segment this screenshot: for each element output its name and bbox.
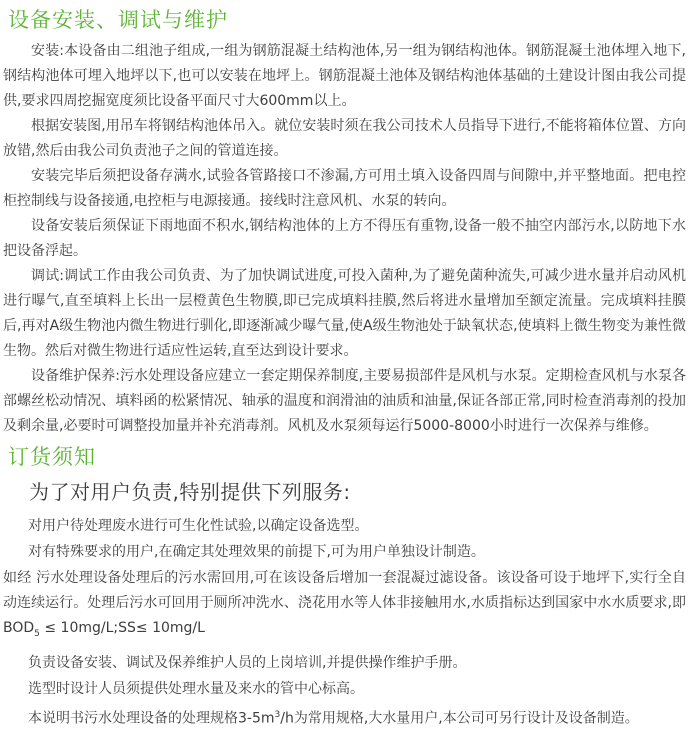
- water-reuse-text: 如经 污水处理设备处理后的污水需回用,可在该设备后增加一套混凝过滤设备。该设备可设于地坪下,实行全自动连续运行。处理后污水可回用于厕所冲洗水、浇花用水等人体非接触用水,水质指标达到国家中水水质要求,即BOD: [3, 570, 686, 636]
- paragraph-post-install-cautions: 设备安装后须保证下雨地面不积水,钢结构池体的上方不得压有重物,设备一般不抽空内部污水,以防地下水把设备浮起。: [3, 218, 686, 259]
- service-item-spec: [28, 703, 686, 732]
- section-title-installation: 设备安装、调试与维护: [8, 8, 228, 32]
- service-item-custom-design: 对有特殊要求的用户,在确定其处理效果的前提下,可为用户单独设计制造。: [28, 544, 485, 560]
- service-item-training: 负责设备安装、调试及保养维护人员的上岗培训,并提供操作维护手册。: [28, 654, 467, 671]
- cubic-meter-superscript: 3: [274, 709, 281, 720]
- paragraph-installation-overview: 安装:本设备由二组池子组成,一组为钢筋混凝土结构池体,另一组为钢结构池体。钢筋混凝土池体埋入地下,钢结构池体可埋入地坪以下,也可以安装在地坪上。钢筋混凝土池体及钢结构池体基础的土建设计图由我公司提供,要求四周挖掘宽度须比设备平面尺寸大600mm以上。: [3, 43, 686, 109]
- ordering-service-list: [3, 514, 686, 731]
- paragraph-water-fill-test: 安装完毕后须把设备存满水,试验各管路接口不渗漏,方可用土填入设备四周与间隙中,并平整地面。把电控柜控制线与设备接通,电控柜与电源接通。接线时注意风机、水泵的转向。: [3, 168, 686, 209]
- bod-subscript: 5: [34, 628, 40, 639]
- paragraph-maintenance: 设备维护保养:污水处理设备应建立一套定期保养制度,主要易损部件是风机与水泵。定期检查风机与水泵各部螺丝松动情况、填料函的松紧情况、轴承的温度和润滑油的油质和油量,保证各部正常,同时检查消毒剂的投加及剩余量,必要时可调整投加量并补充消毒剂。风机及水泵须每运行5000-8000小时进行一次保养与维修。: [3, 368, 686, 434]
- spec-text: 本说明书污水处理设备的处理规格3-5m: [28, 710, 275, 727]
- spec-text-rest: /h为常用规格,大水量用户,本公司可另行设计及设备制造。: [280, 710, 639, 727]
- paragraph-crane-positioning: 根据安装图,用吊车将钢结构池体吊入。就位安装时须在我公司技术人员指导下进行,不能将箱体位置、方向放错,然后由我公司负责池子之间的管道连接。: [3, 118, 686, 159]
- service-item-water-reuse: [3, 566, 686, 647]
- paragraph-commissioning: 调试:调试工作由我公司负责、为了加快调试进度,可投入菌种,为了避免菌种流失,可减少进水量并启动风机进行曝气,直至填料上长出一层橙黄色生物膜,即已完成填料挂膜,然后将进水量增加至额定流量。完成填料挂膜后,再对A级生物池内微生物进行驯化,即逐渐减少曝气量,使A级生物池处于缺氧状态,使填料上微生物变为兼性微生物。然后对微生物进行适应性运转,直至达到设计要求。: [3, 268, 686, 359]
- service-item-selection-info: 选型时设计人员须提供处理水量及来水的管中心标高。: [28, 680, 364, 697]
- water-quality-limits: ≤ 10mg/L;SS≤ 10mg/L: [39, 620, 205, 636]
- service-item-biochemical-test: 对用户待处理废水进行可生化性试验,以确定设备选型。: [28, 518, 369, 534]
- ordering-services-subtitle: 为了对用户负责,特别提供下列服务:: [29, 480, 351, 504]
- section-title-ordering: 订货须知: [8, 445, 96, 469]
